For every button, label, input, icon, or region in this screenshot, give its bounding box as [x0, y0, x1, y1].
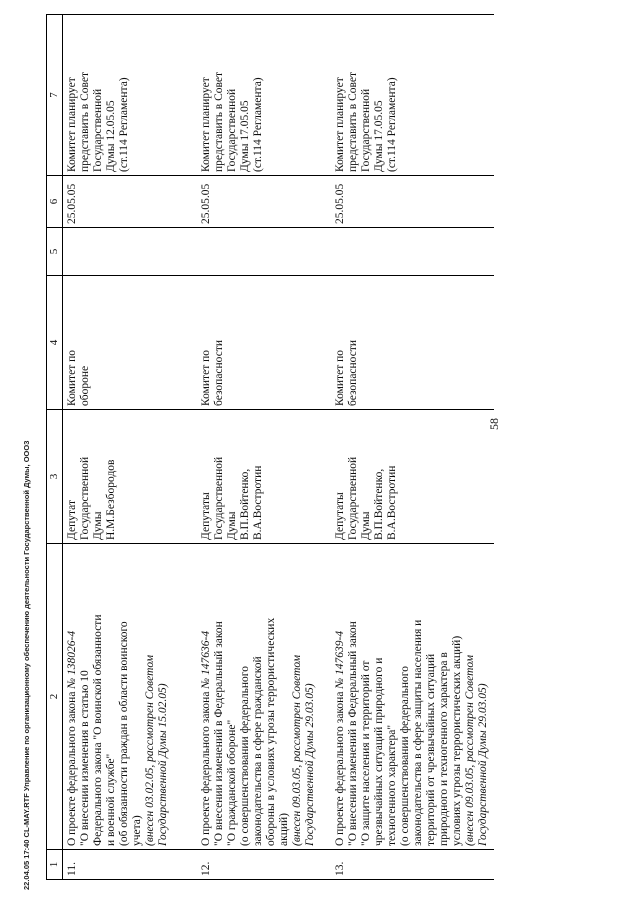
table-body	[63, 15, 495, 880]
bill-description-line: акций)	[278, 813, 290, 846]
bill-description-line: законодательства в сфере гражданской	[252, 656, 264, 846]
bill-description-line: территорий от чрезвычайных ситуаций	[425, 653, 437, 846]
bill-title: О проекте федерального закона	[200, 691, 212, 846]
cell-number: 13.	[334, 850, 494, 880]
author-line: Депутаты	[200, 492, 212, 540]
column-header: 6	[47, 176, 63, 228]
cell-committee	[334, 276, 494, 410]
bill-number: № 147636-4	[200, 630, 212, 689]
bill-title: О проекте федерального закона	[66, 691, 78, 846]
bill-description-line: обороны в условиях угрозы террористических	[265, 617, 277, 846]
bill-description-line: и военной службе"	[105, 753, 117, 846]
note-line: Комитет планирует	[200, 77, 212, 172]
bill-description-line: Федерального закона "О воинской обязанности	[92, 614, 104, 846]
page-number: 58	[487, 418, 501, 430]
author-line: Думы	[92, 511, 104, 540]
cell-authors	[63, 410, 201, 544]
cell-date: 25.05.05	[200, 176, 334, 228]
column-header: 1	[47, 850, 63, 880]
author-line: В.П.Войтенко,	[239, 468, 251, 540]
column-header: 7	[47, 15, 63, 176]
note-line: Думы 17.05.05	[373, 100, 385, 172]
bill-description-line: (о совершенствовании федерального	[239, 666, 251, 846]
note-line: Думы 17.05.05	[239, 100, 251, 172]
author-line: Н.М.Безбородов	[105, 459, 117, 540]
author-line: Думы	[360, 511, 372, 540]
table-row	[334, 15, 494, 880]
bill-introduced-line: Государственной Думы 29.03.05)	[477, 683, 489, 846]
bill-introduced-line: (внесен 03.02.05, рассмотрен Советом	[144, 654, 156, 846]
cell-col5	[334, 228, 494, 276]
author-line: Государственной	[347, 456, 359, 540]
cell-note	[334, 15, 494, 176]
note-line: представить в Совет	[347, 71, 359, 172]
cell-col5	[63, 228, 201, 276]
bill-description-line: техногенного характера"	[386, 724, 398, 846]
author-line: Думы	[226, 511, 238, 540]
cell-committee	[63, 276, 201, 410]
bill-title: О проекте федерального закона	[334, 691, 346, 846]
bills-table	[46, 14, 494, 880]
cell-committee	[200, 276, 334, 410]
table-row	[63, 15, 201, 880]
cell-bill	[334, 544, 494, 850]
author-line: Депутаты	[334, 492, 346, 540]
document-table-rotated	[46, 15, 489, 880]
bill-title-line	[334, 547, 347, 846]
table-header-row	[47, 15, 63, 880]
bill-description-line: (о совершенствовании федерального	[399, 666, 411, 846]
bill-description-line: "О внесении изменений в Федеральный закон	[213, 621, 225, 846]
bill-description-line: учета)	[131, 815, 143, 846]
bill-description-line: "О защите населения и территорий от	[360, 660, 372, 846]
column-header: 5	[47, 228, 63, 276]
cell-number: 11.	[63, 850, 201, 880]
bill-description-line: чрезвычайных ситуаций природного и	[373, 657, 385, 846]
bill-description-line: "О гражданской обороне"	[226, 719, 238, 846]
bill-number: № 138026-4	[66, 630, 78, 689]
bill-introduced-line: Государственной Думы 15.02.05)	[157, 683, 169, 846]
note-line: Государственной	[226, 88, 238, 172]
author-line: Государственной	[213, 456, 225, 540]
footer-text: 22.04.05 17:40 CL-MAY.RTF Управление по организационному обеспечению деятельности Государственной Думы, ООО3	[22, 440, 31, 890]
bill-title-line	[66, 547, 79, 846]
bill-description-line: (об обязанности граждан в области воинского	[118, 621, 130, 846]
note-line: Комитет планирует	[66, 77, 78, 172]
note-line: Комитет планирует	[334, 77, 346, 172]
cell-authors	[334, 410, 494, 544]
committee-line: Комитет по	[334, 350, 346, 406]
column-header: 3	[47, 410, 63, 544]
cell-number: 12.	[200, 850, 334, 880]
bill-description-line: природного и техногенного характера в	[438, 652, 450, 846]
note-line: Государственной	[92, 88, 104, 172]
cell-bill	[63, 544, 201, 850]
bill-introduced-line: (внесен 09.03.05, рассмотрен Советом	[291, 654, 303, 846]
column-header: 2	[47, 544, 63, 850]
committee-line: безопасности	[347, 339, 359, 406]
bill-description-line: условиях угрозы террористических акций)	[451, 635, 463, 846]
author-line: В.П.Войтенко,	[373, 468, 385, 540]
author-line: Депутат	[66, 500, 78, 540]
author-line: Государственной	[79, 456, 91, 540]
committee-line: Комитет по	[200, 350, 212, 406]
column-header: 4	[47, 276, 63, 410]
committee-line: безопасности	[213, 339, 225, 406]
cell-note	[200, 15, 334, 176]
note-line: (ст.114 Регламента)	[252, 77, 264, 172]
bill-introduced-line: Государственной Думы 29.03.05)	[304, 683, 316, 846]
bill-introduced-line: (внесен 09.03.05, рассмотрен Советом	[464, 654, 476, 846]
note-line: Государственной	[360, 88, 372, 172]
cell-col5	[200, 228, 334, 276]
bill-number: № 147639-4	[334, 630, 346, 689]
note-line: представить в Совет	[213, 71, 225, 172]
author-line: В.А.Востротин	[386, 465, 398, 540]
note-line: (ст.114 Регламента)	[386, 77, 398, 172]
committee-line: Комитет по	[66, 350, 78, 406]
author-line: В.А.Востротин	[252, 465, 264, 540]
cell-bill	[200, 544, 334, 850]
cell-date: 25.05.05	[334, 176, 494, 228]
bill-title-line	[200, 547, 213, 846]
note-line: Думы 12.05.05	[105, 100, 117, 172]
bill-description-line: законодательства в сфере защиты населения и	[412, 619, 424, 846]
cell-date: 25.05.05	[63, 176, 201, 228]
cell-note	[63, 15, 201, 176]
bill-description-line: "О внесении изменения в статью 10	[79, 670, 91, 846]
note-line: (ст.114 Регламента)	[118, 77, 130, 172]
committee-line: обороне	[79, 365, 91, 406]
table-row	[200, 15, 334, 880]
note-line: представить в Совет	[79, 71, 91, 172]
bill-description-line: "О внесении изменений в Федеральный закон	[347, 621, 359, 846]
cell-authors	[200, 410, 334, 544]
